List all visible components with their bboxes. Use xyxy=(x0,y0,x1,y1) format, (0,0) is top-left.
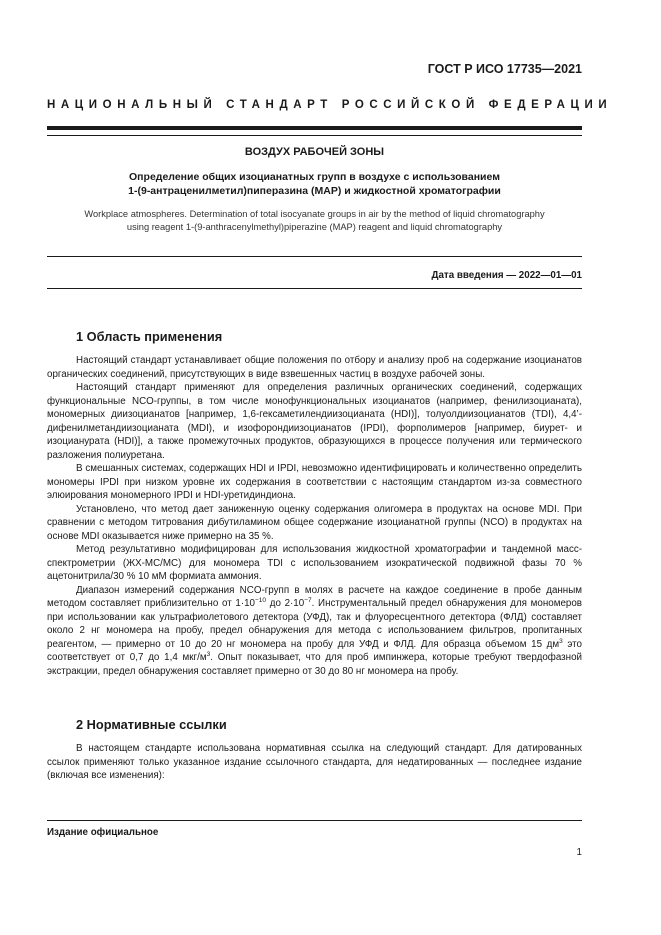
p6-superscript-2: −7 xyxy=(304,597,312,604)
section-1-paragraph-2: Настоящий стандарт применяют для определения различных органических соединений, содержащих функциональные NCO-группы, в том числе монофункциональных изоцианатов (например, фенилизоцианата), мономерных диизоцианатов [например, 1,6-гексаметилендиизоцианата (HDI)], толуолдиизоцианатов (TDI), 4,4’-дифенилметандиизоцианата (MDI), и изофорондиизоцианатов (IPDI), форполимеров [например, биурет- и изоцианурата (HDI)], а также промежуточных продуктов, образующихся в процессе получения или термического разложения полиуретана. xyxy=(47,382,582,461)
document-subtitle-en xyxy=(47,208,582,234)
gost-identifier: ГОСТ Р ИСО 17735—2021 xyxy=(427,62,582,76)
p6-part-a: Диапазон измерений содержания NCO-групп в молях в расчете на каждое соединение в пробе данным методом составляет приблизительно от 1·10 xyxy=(47,584,582,609)
section-2-paragraph-1: В настоящем стандарте использована нормативная ссылка на следующий стандарт. Для датированных ссылок применяют только указанное издание ссылочного стандарта, для недатированных — последнее издание (включая все изменения): xyxy=(47,743,582,781)
p6-part-b: до 2·10 xyxy=(266,598,305,609)
p6-superscript-1: −10 xyxy=(255,597,267,604)
section-1-paragraph-6 xyxy=(47,584,582,679)
subtitle-en-line2: using reagent 1-(9-anthracenylmethyl)piperazine (MAP) reagent and liquid chromatography xyxy=(126,222,503,232)
introduction-date: Дата введения — 2022—01—01 xyxy=(431,270,582,281)
document-subtitle-ru xyxy=(47,170,582,198)
p6-part-e: . Опыт показывает, что для проб импинжера, которые требуют твердофазной экстракции, предел обнаружения составляет примерно от 30 до 80 нг мономера на пробу. xyxy=(47,652,582,677)
section-2-heading: 2 Нормативные ссылки xyxy=(76,717,227,732)
section-1-heading: 1 Область применения xyxy=(76,329,223,344)
document-title: ВОЗДУХ РАБОЧЕЙ ЗОНЫ xyxy=(244,146,385,158)
section-2-body xyxy=(47,742,582,783)
section-1-body xyxy=(47,354,582,678)
p6-part-d: это соответствует от 0,7 до 1,4 мкг/м xyxy=(47,638,582,663)
footer-rule xyxy=(47,820,582,821)
title-rule xyxy=(47,256,582,257)
section-1-paragraph-1: Настоящий стандарт устанавливает общие положения по отбору и анализу проб на содержание изоцианатов органических соединений, присутствующих в виде взвешенных частиц в воздухе рабочей зоны. xyxy=(47,355,582,380)
subtitle-ru-line2: 1-(9-антраценилметил)пиперазина (МАР) и жидкостной хроматографии xyxy=(128,185,501,197)
page-number: 1 xyxy=(576,847,582,858)
section-1-paragraph-4: Установлено, что метод дает заниженную оценку содержания олигомера в продуктах на основе MDI. При сравнении с методом титрования дибутиламином общее содержание изоцианатной группы (NCO) в продуктах на основе MDI оказывается ниже примерно на 35 %. xyxy=(47,503,582,542)
subtitle-en-line1: Workplace atmospheres. Determination of total isocyanate groups in air by the method of liquid chromatography xyxy=(84,209,545,219)
section-1-paragraph-3: В смешанных системах, содержащих HDI и IPDI, невозможно идентифицировать и количественно определить мономеры IPDI при низком уровне их содержания в соответствии с настоящим стандартом из-за совместного элюирования мономерного IPDI и HDI-уретидиндиона. xyxy=(47,463,582,501)
header-rule-thin xyxy=(47,135,582,136)
p6-superscript-4: 3 xyxy=(206,651,211,658)
subtitle-ru-line1: Определение общих изоцианатных групп в воздухе с использованием xyxy=(129,171,500,183)
p6-superscript-3: 3 xyxy=(559,637,563,645)
official-edition-label: Издание официальное xyxy=(47,827,159,838)
date-rule xyxy=(47,288,582,289)
national-standard-banner: НАЦИОНАЛЬНЫЙ СТАНДАРТ РОССИЙСКОЙ ФЕДЕРАЦИИ xyxy=(47,99,613,111)
p6-part-c: . Инструментальный предел обнаружения для мономеров при использовании как ультрафиолетового детектора (УФД), так и флуоресцентного детектора (ФЛД) составляет около 2 нг мономера на пробу, предел обнаружения для метода с использованием фильтров, пропитанных реагентом, — примерно от 10 до 20 нг мономера на пробу для УФД и ФЛД. Для образца объемом 15 дм xyxy=(47,598,583,650)
header-rule-thick xyxy=(47,126,582,130)
section-1-paragraph-5: Метод результативно модифицирован для использования жидкостной хроматографии и тандемной масс-спектрометрии (ЖХ-МС/МС) для мономера TDI с использованием изократической подвижной фазы 70 % ацетонитрила/30 % 10 мМ формиата аммония. xyxy=(47,544,582,582)
